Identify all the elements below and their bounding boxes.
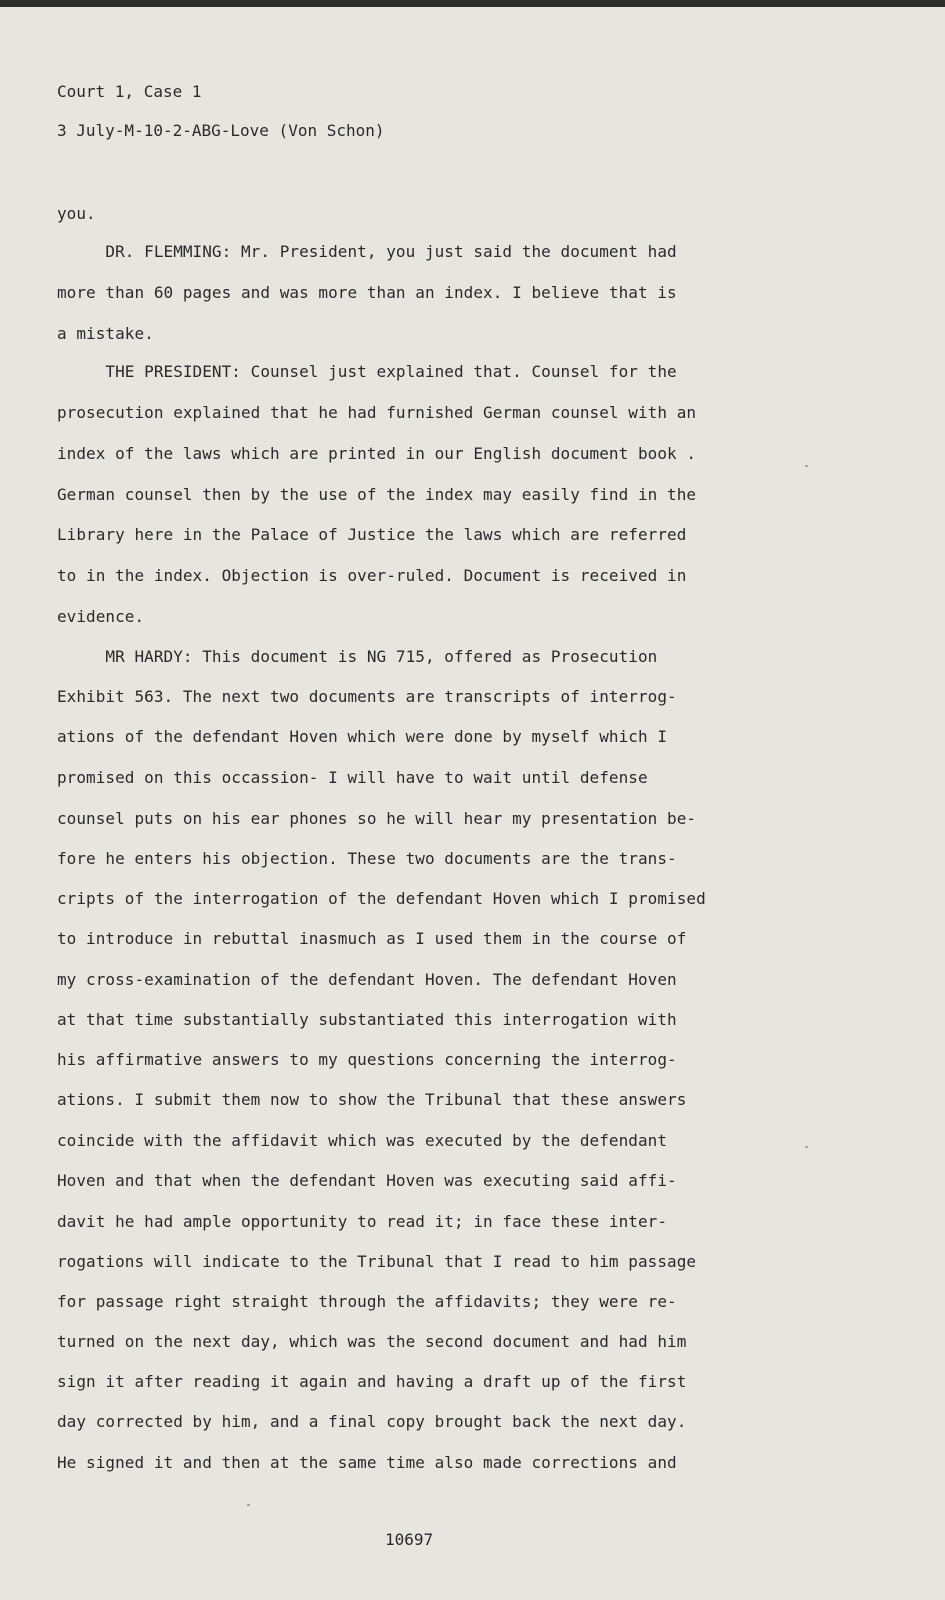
- transcript-line: his affirmative answers to my questions concerning the interrog-: [57, 1050, 677, 1069]
- page-number: 10697: [385, 1530, 434, 1549]
- transcript-line: German counsel then by the use of the index may easily find in the: [57, 485, 697, 504]
- transcript-line: rogations will indicate to the Tribunal that I read to him passage: [57, 1252, 697, 1271]
- transcript-line: sign it after reading it again and having a draft up of the first: [57, 1372, 687, 1391]
- transcript-line: Library here in the Palace of Justice the laws which are referred: [57, 525, 687, 544]
- transcript-line: ations. I submit them now to show the Tribunal that these answers: [57, 1090, 687, 1109]
- transcript-line: counsel puts on his ear phones so he will hear my presentation be-: [57, 809, 697, 828]
- transcript-line: THE PRESIDENT: Counsel just explained that. Counsel for the: [57, 362, 677, 381]
- transcript-line: at that time substantially substantiated this interrogation with: [57, 1010, 677, 1029]
- transcript-line: to in the index. Objection is over-ruled. Document is received in: [57, 566, 687, 585]
- transcript-line: day corrected by him, and a final copy brought back the next day.: [57, 1412, 687, 1431]
- transcript-line: cripts of the interrogation of the defendant Hoven which I promised: [57, 889, 706, 908]
- court-case-header: Court 1, Case 1: [57, 82, 202, 101]
- transcript-line: turned on the next day, which was the second document and had him: [57, 1332, 687, 1351]
- scan-speck: [247, 1504, 250, 1506]
- transcript-page: [0, 7, 945, 1600]
- transcript-line: Hoven and that when the defendant Hoven was executing said affi-: [57, 1171, 677, 1190]
- transcript-line: for passage right straight through the affidavits; they were re-: [57, 1292, 677, 1311]
- transcript-line: my cross-examination of the defendant Hoven. The defendant Hoven: [57, 970, 677, 989]
- transcript-line: Exhibit 563. The next two documents are transcripts of interrog-: [57, 687, 677, 706]
- transcript-line: prosecution explained that he had furnished German counsel with an: [57, 403, 697, 422]
- transcript-line: to introduce in rebuttal inasmuch as I used them in the course of: [57, 929, 687, 948]
- transcript-line: evidence.: [57, 607, 145, 626]
- scan-speck: [805, 1146, 808, 1148]
- transcript-line: index of the laws which are printed in our English document book .: [57, 444, 697, 463]
- transcript-line: you.: [57, 204, 96, 223]
- scan-speck: [805, 465, 808, 467]
- transcript-line: He signed it and then at the same time also made corrections and: [57, 1453, 677, 1472]
- transcript-line: fore he enters his objection. These two documents are the trans-: [57, 849, 677, 868]
- transcript-line: MR HARDY: This document is NG 715, offered as Prosecution: [57, 647, 658, 666]
- transcript-line: promised on this occassion- I will have to wait until defense: [57, 768, 648, 787]
- transcript-line: more than 60 pages and was more than an index. I believe that is: [57, 283, 677, 302]
- session-reference: 3 July-M-10-2-ABG-Love (Von Schon): [57, 121, 385, 140]
- transcript-line: davit he had ample opportunity to read it; in face these inter-: [57, 1212, 668, 1231]
- transcript-line: a mistake.: [57, 324, 154, 343]
- transcript-line: DR. FLEMMING: Mr. President, you just said the document had: [57, 242, 677, 261]
- transcript-line: ations of the defendant Hoven which were done by myself which I: [57, 727, 668, 746]
- transcript-line: coincide with the affidavit which was executed by the defendant: [57, 1131, 668, 1150]
- scan-top-edge: [0, 0, 945, 7]
